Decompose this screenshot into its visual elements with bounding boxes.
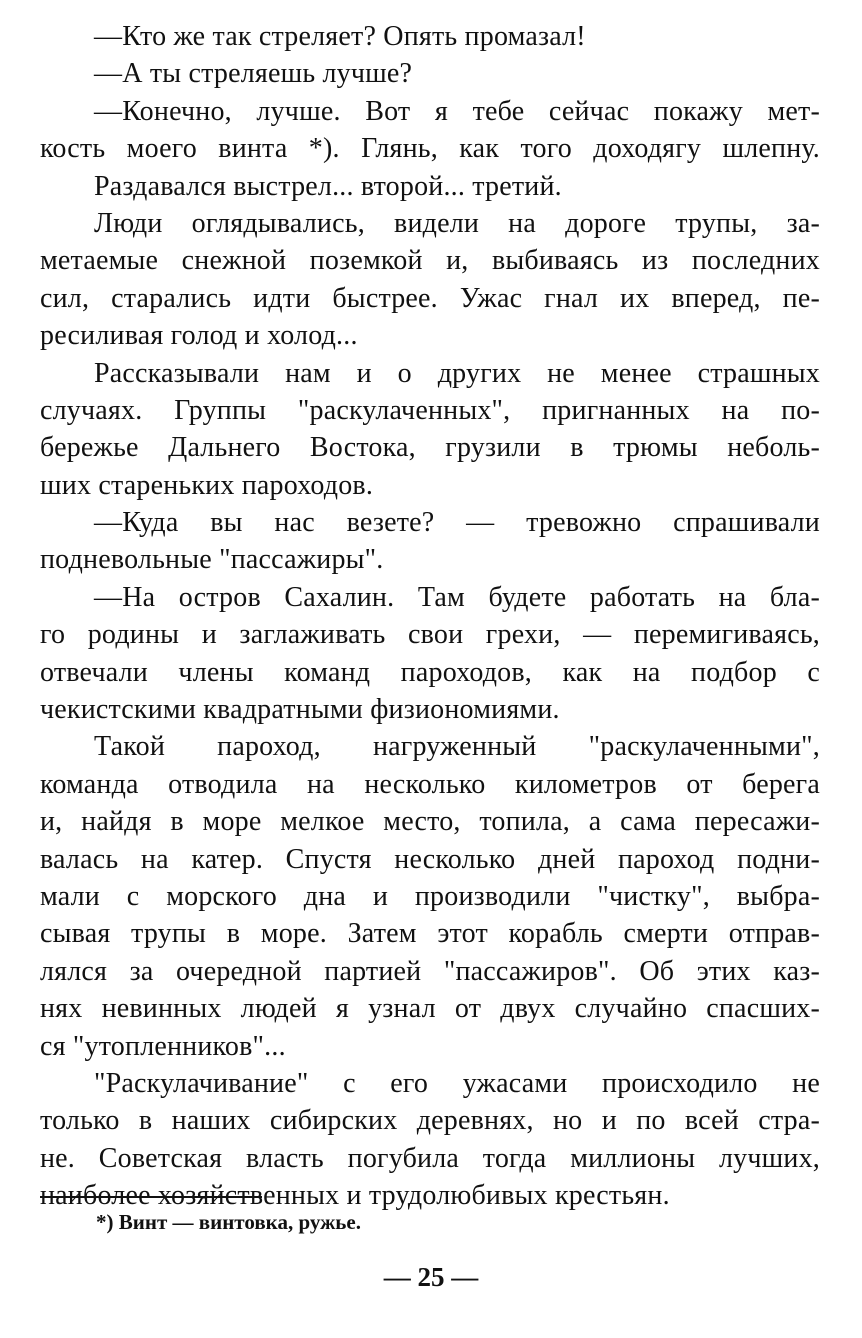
text-line: нях невинных людей я узнал от двух случайно спасших- [40,993,820,1025]
text-line: наиболее хозяйственных и трудолюбивых крестьян. [40,1180,670,1212]
text-line: мали с морского дна и производили "чистку", выбра- [40,880,820,912]
text-line: го родины и заглаживать свои грехи, — перемигиваясь, [40,619,820,651]
text-line: сывая трупы в море. Затем этот корабль смерти отправ- [40,918,820,950]
text-line: —На остров Сахалин. Там будете работать на бла- [94,581,820,613]
footnote-divider [40,1196,262,1198]
text-line: Люди оглядывались, видели на дороге трупы, за- [94,207,820,239]
page-number: — 25 — [383,1262,479,1292]
footnote: *) Винт — винтовка, ружье. [96,1210,361,1234]
text-line: Раздавался выстрел... второй... третий. [94,170,562,202]
main-text [40,18,820,1215]
text-line: —Конечно, лучше. Вот я тебе сейчас покажу мет- [94,95,820,127]
text-line: только в наших сибирских деревнях, но и по всей стра- [40,1105,820,1137]
text-line: сил, старались идти быстрее. Ужас гнал их вперед, пе- [40,282,820,314]
text-line: "Раскулачивание" с его ужасами происходило не [94,1067,820,1099]
text-line: не. Советская власть погубила тогда миллионы лучших, [40,1142,820,1174]
text-line: Рассказывали нам и о других не менее страшных [94,357,820,389]
text-line: метаемые снежной поземкой и, выбиваясь из последних [40,245,820,277]
text-line: —Куда вы нас везете? — тревожно спрашивали [94,507,820,539]
text-line: случаях. Группы "раскулаченных", пригнанных на по- [40,394,820,426]
text-line: валась на катер. Спустя несколько дней пароход подни- [40,843,820,875]
text-line: ших стареньких пароходов. [40,469,374,501]
text-line: лялся за очередной партией "пассажиров". Об этих каз- [40,955,820,987]
text-line: кость моего винта *). Глянь, как того доходягу шлепну. [40,133,820,165]
text-line: ресиливая голод и холод... [40,320,358,352]
text-line: отвечали члены команд пароходов, как на подбор с [40,656,820,688]
text-line: —Кто же так стреляет? Опять промазал! [94,21,586,52]
text-line: подневольные "пассажиры". [40,544,384,576]
text-line: чекистскими квадратными физиономиями. [40,694,560,726]
text-line: —А ты стреляешь лучше? [94,58,413,90]
text-line: команда отводила на несколько километров от берега [40,768,820,800]
text-line: и, найдя в море мелкое место, топила, а сама пересажи- [40,806,820,838]
text-line: Такой пароход, нагруженный "раскулаченными", [94,731,820,763]
text-line: бережье Дальнего Востока, грузили в трюмы неболь- [40,432,820,464]
text-line: ся "утопленников"... [40,1030,286,1062]
